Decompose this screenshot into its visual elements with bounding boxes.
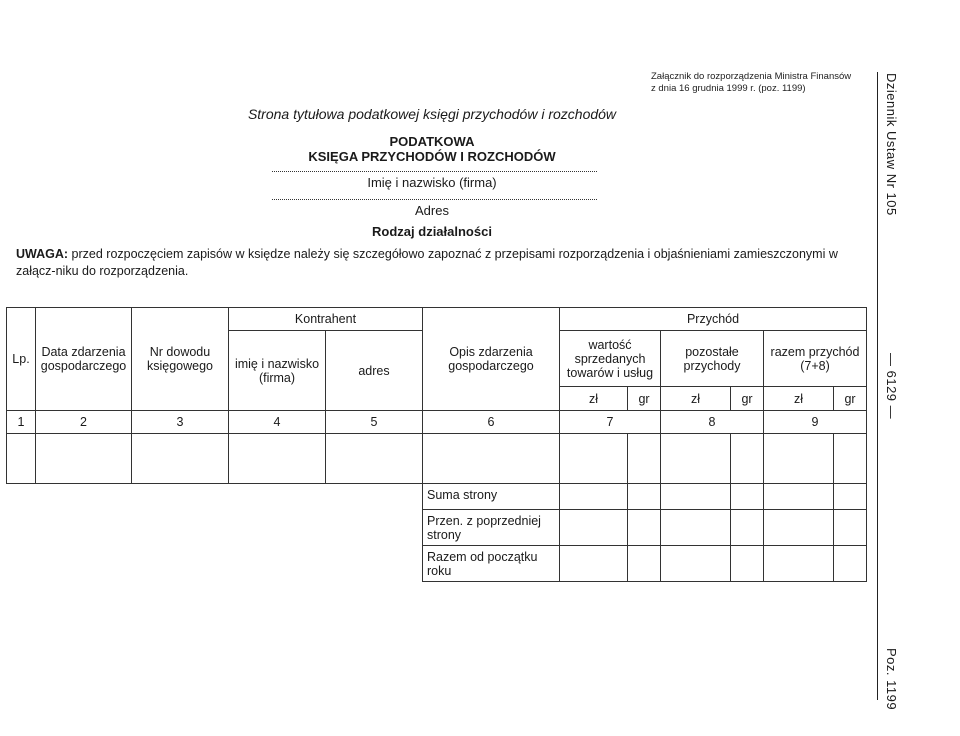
entry-cell[interactable] [229, 434, 326, 484]
entry-cell[interactable] [7, 434, 36, 484]
entry-cell[interactable] [661, 434, 731, 484]
entry-cell[interactable] [326, 434, 423, 484]
col-other-header: pozostałe przychody [661, 331, 764, 387]
sum-cell[interactable] [661, 510, 731, 546]
col-number: 1 [7, 411, 36, 434]
sales-gr: gr [628, 387, 661, 411]
total-zl: zł [764, 387, 834, 411]
sum-cell[interactable] [560, 510, 628, 546]
ledger-table [6, 307, 867, 582]
warning-note [16, 246, 868, 280]
sum-cell[interactable] [628, 484, 661, 510]
col-address-header: adres [326, 331, 423, 411]
sum-cell[interactable] [834, 546, 867, 582]
col-sales-header: wartość sprzedanych towarów i usług [560, 331, 661, 387]
page-number: — 6129 — [884, 353, 899, 420]
col-number: 4 [229, 411, 326, 434]
sum-cell[interactable] [834, 510, 867, 546]
cumulative-label: Razem od początku roku [423, 546, 560, 582]
cumulative-row [7, 546, 867, 582]
sum-cell[interactable] [731, 510, 764, 546]
other-zl: zł [661, 387, 731, 411]
entry-cell[interactable] [731, 434, 764, 484]
entry-cell[interactable] [764, 434, 834, 484]
sum-page-row [7, 484, 867, 510]
margin-rule [877, 72, 878, 700]
sum-cell[interactable] [661, 484, 731, 510]
entry-cell[interactable] [628, 434, 661, 484]
sum-cell[interactable] [834, 484, 867, 510]
total-gr: gr [834, 387, 867, 411]
col-number: 3 [132, 411, 229, 434]
annex-note [651, 71, 851, 95]
col-number: 7 [560, 411, 661, 434]
entry-cell[interactable] [132, 434, 229, 484]
sum-cell[interactable] [628, 510, 661, 546]
carried-row [7, 510, 867, 546]
col-number: 9 [764, 411, 867, 434]
col-doc-header: Nr dowodu księgowego [132, 308, 229, 411]
col-date-header: Data zdarzenia gospodarczego [36, 308, 132, 411]
name-dotted-line [272, 171, 597, 172]
heading-ksiega: KSIĘGA PRZYCHODÓW I ROZCHODÓW [308, 149, 556, 164]
group-contractor-header: Kontrahent [229, 308, 423, 331]
name-label: Imię i nazwisko (firma) [367, 175, 497, 190]
col-total-header: razem przychód (7+8) [764, 331, 867, 387]
annex-line-2: z dnia 16 grudnia 1999 r. (poz. 1199) [651, 83, 806, 94]
sum-cell[interactable] [764, 510, 834, 546]
sum-cell[interactable] [731, 484, 764, 510]
entry-cell[interactable] [423, 434, 560, 484]
activity-label: Rodzaj działalności [372, 224, 492, 239]
annex-line-1: Załącznik do rozporządzenia Ministra Finansów [651, 71, 852, 82]
sum-cell[interactable] [661, 546, 731, 582]
group-revenue-header: Przychód [560, 308, 867, 331]
address-label: Adres [415, 203, 449, 218]
col-number: 2 [36, 411, 132, 434]
entry-cell[interactable] [834, 434, 867, 484]
entry-row [7, 434, 867, 484]
sum-cell[interactable] [731, 546, 764, 582]
col-name-header: imię i nazwisko (firma) [229, 331, 326, 411]
col-number: 8 [661, 411, 764, 434]
address-dotted-line [272, 199, 597, 200]
other-gr: gr [731, 387, 764, 411]
entry-cell[interactable] [36, 434, 132, 484]
sum-cell[interactable] [764, 484, 834, 510]
sum-page-label: Suma strony [423, 484, 560, 510]
sum-cell[interactable] [560, 546, 628, 582]
position-label: Poz. 1199 [884, 648, 899, 711]
warning-prefix: UWAGA: [16, 247, 69, 261]
sum-cell[interactable] [764, 546, 834, 582]
entry-cell[interactable] [560, 434, 628, 484]
journal-label: Dziennik Ustaw Nr 105 [884, 73, 899, 216]
cover-title: Strona tytułowa podatkowej księgi przychodów i rozchodów [247, 106, 617, 122]
sales-zl: zł [560, 387, 628, 411]
heading-podatkowa: PODATKOWA [389, 134, 475, 149]
warning-text: przed rozpoczęciem zapisów w księdze należy się szczegółowo zapoznać z przepisami rozporządzenia i objaśnieniami zamieszczonymi w załącz-niku do rozporządzenia. [16, 247, 838, 278]
sum-cell[interactable] [628, 546, 661, 582]
col-number: 5 [326, 411, 423, 434]
col-lp-header: Lp. [7, 308, 36, 411]
col-number: 6 [423, 411, 560, 434]
sum-cell[interactable] [560, 484, 628, 510]
col-desc-header: Opis zdarzenia gospodarczego [423, 308, 560, 411]
carried-label: Przen. z poprzedniej strony [423, 510, 560, 546]
